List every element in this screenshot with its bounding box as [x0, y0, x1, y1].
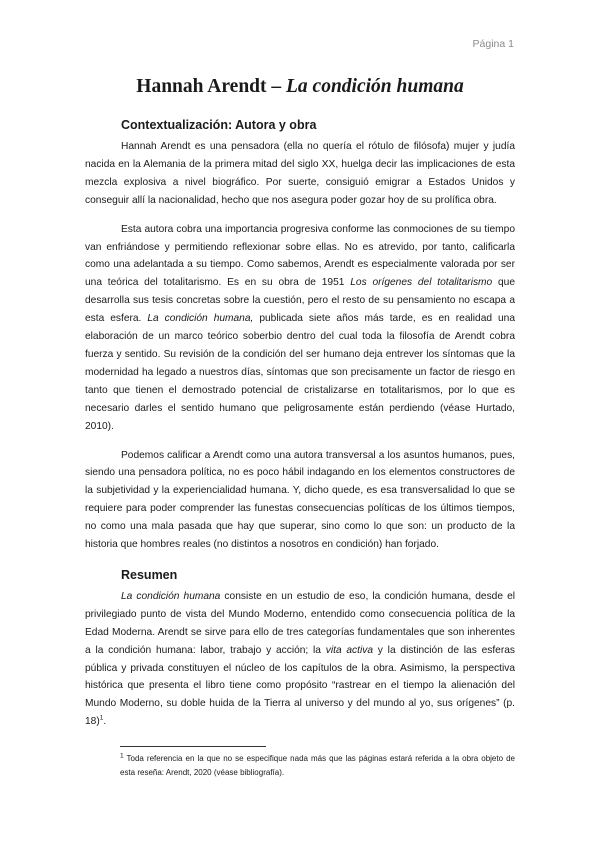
page-number: Página 1	[472, 38, 514, 50]
title-work: La condición humana	[286, 76, 464, 97]
italic-title: Los orígenes del totalitarismo	[350, 277, 493, 289]
footnote-reference[interactable]: 1	[99, 714, 104, 722]
document-body	[85, 116, 515, 731]
paragraph: Hannah Arendt es una pensadora (ella no quería el rótulo de filósofa) mujer y judía nacida en la Alemania de la primera mitad del siglo XX, huelga decir las implicaciones de esta mezcla explosiva a nivel biográfico. Por suerte, consiguió emigrar a Estados Unidos y conseguir allí la nacionalidad, hecho que nos asegura poder gozar hoy de su prolífica obra.	[85, 141, 515, 206]
paragraph: Esta autora cobra una importancia progresiva conforme las conmociones de su tiempo van enfriándose y permitiendo reflexionar sobre ellas. No es atrevido, por tanto, calificarla como una adelantada a su tiempo. Como sabemos, Arendt es especialmente valorada por ser una teórica del totalitarismo. Es en su obra de 1951 Los orígenes del totalitarismo que desarrolla sus tesis concretas sobre la cuestión, pero el resto de su pensamiento no escapa a esta esfera. La condición humana, publicada siete años más tarde, es en realidad una elaboración de un marco teórico soberbio dentro del cual toda la filosofía de Arendt cobra fuerza y sentido. Su revisión de la condición del ser humano deja entrever los síntomas que la modernidad ha legado a nuestros días, síntomas que son precisamente un factor de riesgo en tanto que tienen el demostrado potencial de cristalizarse en totalitarismos, por lo que es necesario darles el sentido humano que peligrosamente están perdiendo (véase Hurtado, 2010).	[85, 223, 515, 432]
footnote	[120, 752, 515, 779]
italic-title: La condición humana	[121, 590, 221, 602]
page-title	[0, 76, 600, 98]
title-author: Hannah Arendt	[136, 76, 267, 97]
section-heading-summary: Resumen	[121, 567, 178, 582]
section-heading-context: Contextualización: Autora y obra	[121, 118, 317, 132]
footnote-text: Toda referencia en la que no se especifique nada más que las páginas estará referida a la obra objeto de esta reseña: Arendt, 2020 (véase bibliografía).	[120, 754, 515, 777]
footnote-separator	[120, 746, 266, 747]
italic-title: La condición humana,	[147, 313, 254, 325]
footnote-marker: 1	[120, 752, 124, 760]
paragraph: La condición humana consiste en un estudio de eso, la condición humana, desde el privilegiado punto de vista del Mundo Moderno, entendido como consecuencia política de la Edad Moderna. Arendt se sirve para ello de tres categorías fundamentales que son inherentes a la condición humana: labor, trabajo y acción; la vita activa y la distinción de las esferas pública y privada constituyen el núcleo de los capítulos de la obra. Asimismo, la perspectiva histórica que presenta el libro tiene como propósito “rastrear en el tiempo la alienación del Mundo Moderno, su doble huida de la Tierra al universo y del mundo al yo, sus orígenes” (p. 18)$^1$.	[85, 590, 515, 728]
title-dash: –	[266, 76, 287, 97]
italic-term: vita activa	[325, 644, 374, 656]
paragraph: Podemos calificar a Arendt como una autora transversal a los asuntos humanos, pues, siendo una pensadora política, no es poco hábil indagando en los elementos constructores de la subjetividad y la experiencialidad humana. Y, dicho quede, es esa transversalidad lo que se requiere para poder comprender las funestas consecuencias políticas de los últimos tiempos, no como una mala pasada que hay que superar, sino como lo que son: un producto de la historia que hombres reales (no distintos a nosotros en condición) han forjado.	[85, 449, 515, 551]
